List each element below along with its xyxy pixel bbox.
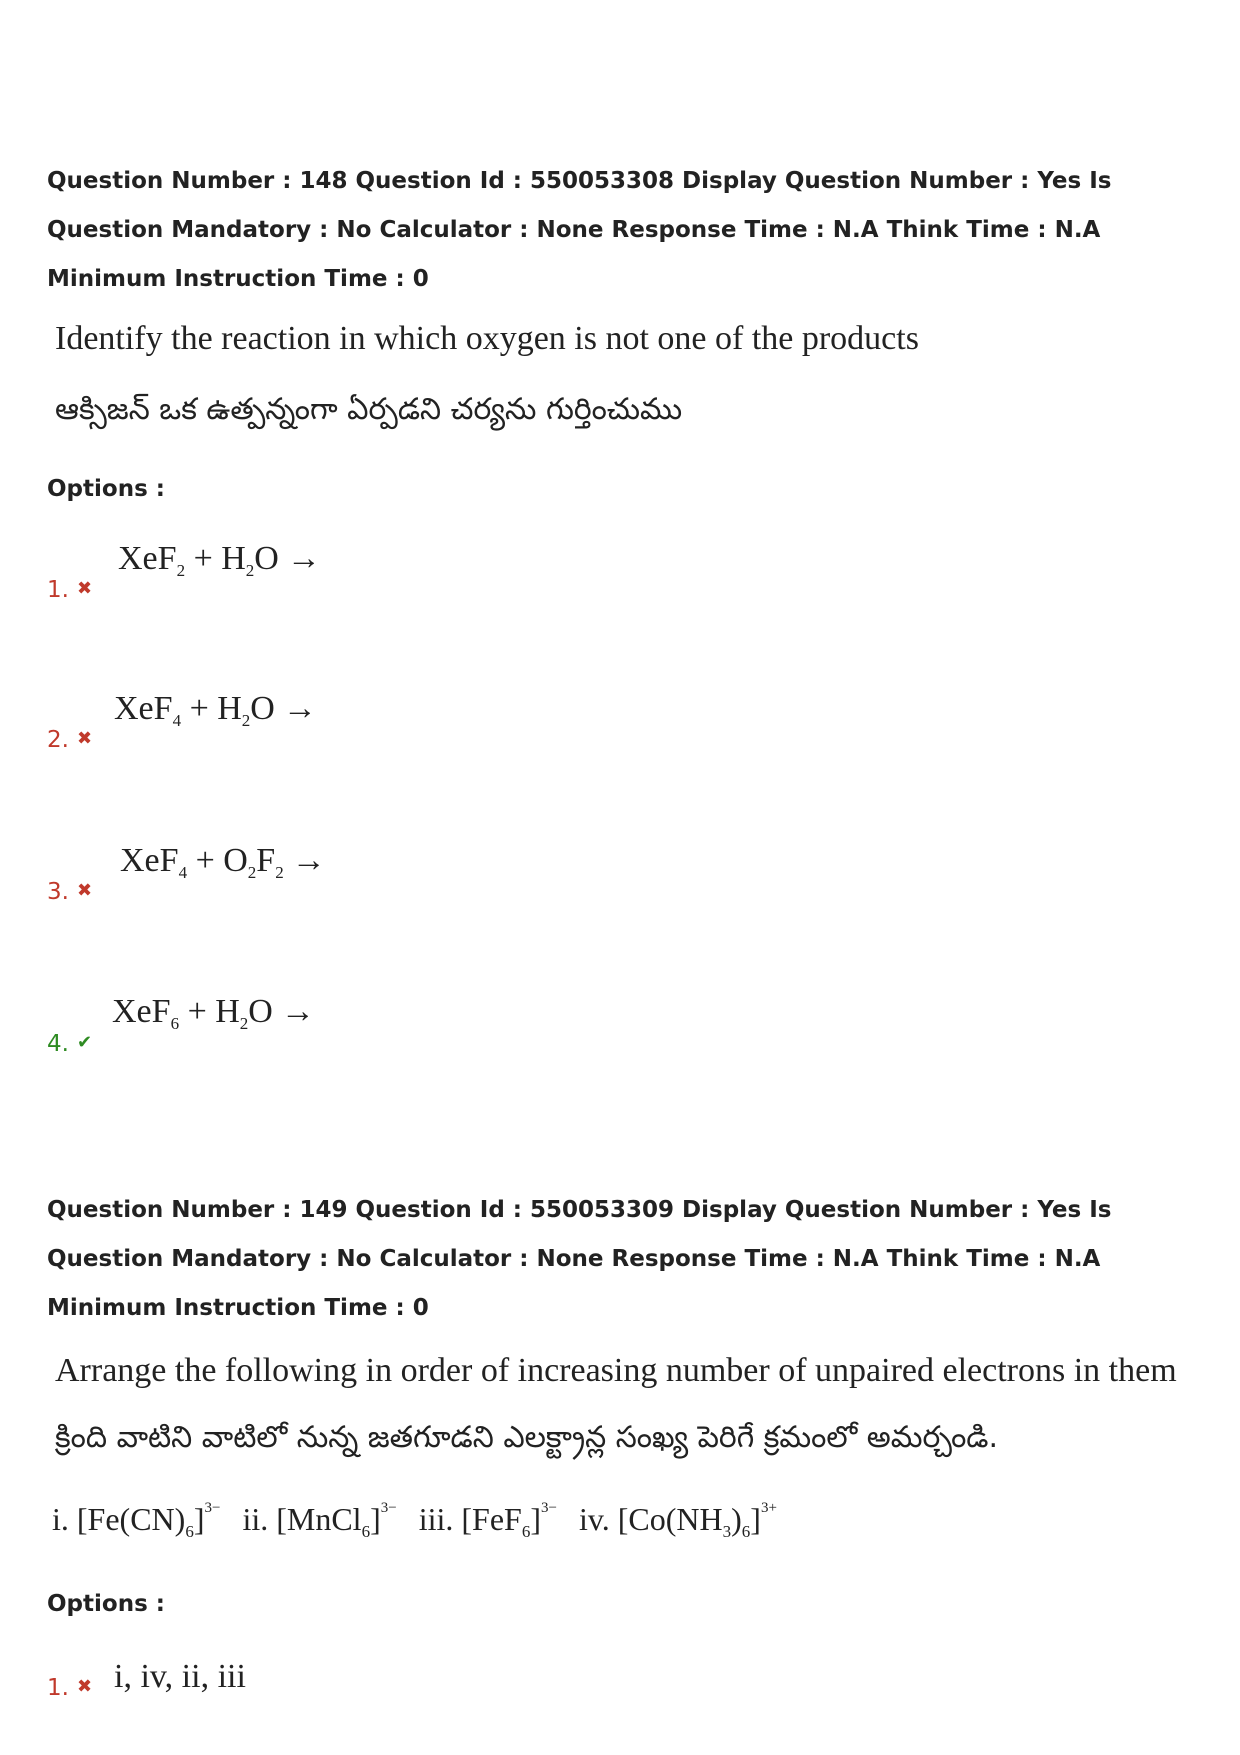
q149-option-1-number: 1. ✖ (47, 1675, 93, 1701)
question-149-complex-list (52, 1500, 791, 1542)
q148-option-3-formula[interactable]: $XeF_4 + O_2F_2$ → (120, 842, 326, 882)
question-149-text-telugu: క్రింది వాటిని వాటిలో నున్న జతగూడని ఎలక్ట్రాన్ల సంఖ్య పెరిగే క్రమంలో అమర్చండి. (55, 1420, 999, 1455)
question-148-meta: Question Number : 148 Question Id : 550053308 Display Question Number : Yes Is Question Mandatory : No Calculator : None Response Time : N.A Think Time : N.A Minimum Instruction Time : 0 (47, 168, 1112, 292)
q148-option-1-number: 1. ✖ (47, 577, 93, 603)
question-148-text-english: Identify the reaction in which oxygen is not one of the products (55, 320, 919, 357)
q149-option-1-text[interactable]: i, iv, ii, iii (114, 1658, 246, 1695)
question-149-options-label: Options : (47, 1591, 165, 1617)
cross-icon: ✖ (76, 728, 93, 749)
question-148-options-label: Options : (47, 476, 165, 502)
complex-iii: iii. $[FeF_6]^{3-}$ (418, 1500, 557, 1541)
cross-icon: ✖ (76, 880, 93, 901)
cross-icon: ✖ (76, 578, 93, 599)
q148-option-1-formula[interactable]: $XeF_2 + H_2O$ → (118, 540, 321, 580)
question-148-text-telugu: ఆక్సిజన్ ఒక ఉత్పన్నంగా ఏర్పడని చర్యను గుర్తించుము (55, 392, 683, 427)
complex-iv: iv. $[Co(NH_3)_6]^{3+}$ (578, 1500, 777, 1541)
q148-option-3-number: 3. ✖ (47, 879, 93, 905)
check-icon: ✔ (76, 1032, 93, 1053)
complex-i: i. $[Fe(CN)_6]^{3-}$ (52, 1500, 221, 1541)
question-149-text-english: Arrange the following in order of increasing number of unpaired electrons in them (55, 1352, 1177, 1389)
complex-ii: ii. [MnCl$_6$]$^{3-}$ (242, 1500, 397, 1541)
question-149-meta: Question Number : 149 Question Id : 550053309 Display Question Number : Yes Is Question Mandatory : No Calculator : None Response Time : N.A Think Time : N.A Minimum Instruction Time : 0 (47, 1197, 1112, 1321)
q148-option-2-formula[interactable]: $XeF_4 + H_2O$ → (114, 690, 317, 730)
q148-option-4-formula[interactable]: $XeF_6 + H_2O$ → (112, 993, 315, 1033)
q148-option-2-number: 2. ✖ (47, 727, 93, 753)
cross-icon: ✖ (76, 1676, 93, 1697)
q148-option-4-number: 4. ✔ (47, 1031, 93, 1057)
